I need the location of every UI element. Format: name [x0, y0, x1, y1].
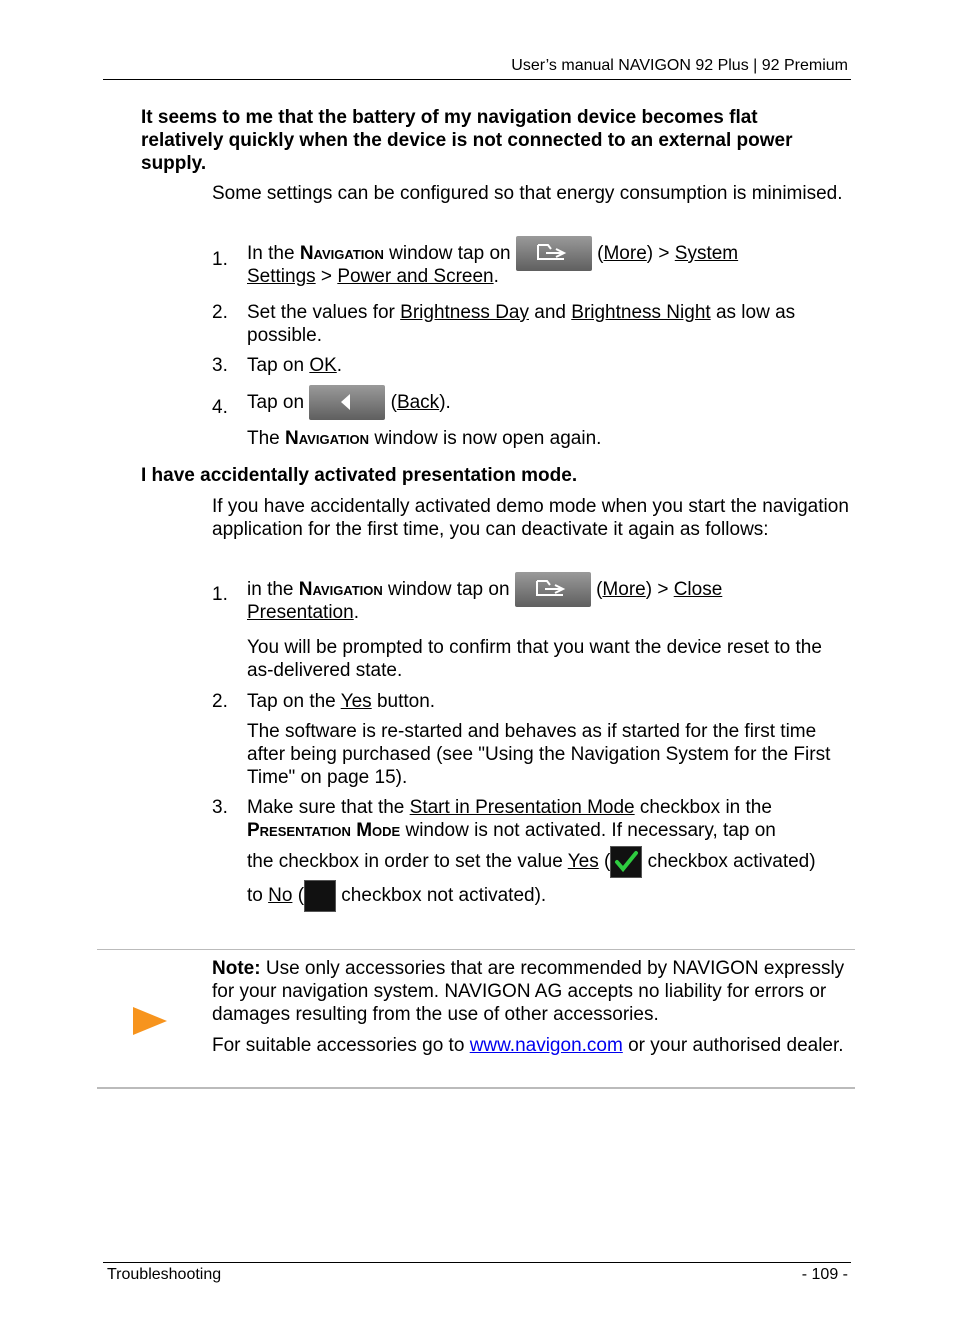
- header-rule: [103, 79, 851, 80]
- brightness-day-label: Brightness Day: [400, 302, 529, 323]
- step-number: 1.: [212, 584, 228, 605]
- step-text: .: [336, 355, 343, 376]
- step-text: .: [493, 266, 499, 287]
- step-text: (: [591, 243, 604, 264]
- note-text: [212, 957, 852, 1026]
- step-text: Make sure that the: [247, 797, 410, 818]
- step-2-brightness: [247, 301, 852, 347]
- yes-label: Yes: [340, 691, 372, 712]
- step-2-yes: [247, 690, 852, 713]
- close-link: Close: [673, 579, 723, 600]
- more-button-icon[interactable]: [515, 572, 591, 607]
- step-number: 3.: [212, 355, 228, 376]
- step-text: .: [353, 602, 359, 623]
- faq-question-battery: It seems to me that the battery of my navigation device becomes flat relatively quickly when the device is not connected to an external power supply.: [141, 107, 793, 174]
- no-label: No: [268, 885, 293, 906]
- note-body: Use only accessories that are recommended by NAVIGON expressly for your navigation system. NAVIGON AG accepts no liability for errors or damages resulting from the use of other accessories.: [212, 958, 845, 1025]
- step-text: (: [598, 851, 611, 872]
- step-text: as low as possible.: [247, 302, 796, 346]
- note-arrow-icon: [133, 1007, 167, 1041]
- navigon-website-link[interactable]: www.navigon.com: [469, 1035, 623, 1056]
- step-text: Set the values for: [247, 302, 401, 323]
- step-text: checkbox in the: [634, 797, 772, 818]
- step-result: [247, 427, 852, 450]
- step-text: to: [247, 885, 269, 906]
- step-text: window is not activated. If necessary, tap on: [400, 820, 776, 841]
- window-name: Navigation: [285, 428, 370, 449]
- step-number: 4.: [212, 397, 228, 418]
- faq-intro-presentation: If you have accidentally activated demo mode when you start the navigation application for the first time, you can deactivate it again as follows:: [212, 496, 849, 540]
- more-button-icon[interactable]: [516, 236, 592, 271]
- window-name: Navigation: [299, 243, 384, 264]
- step-text: checkbox not activated).: [336, 885, 547, 906]
- step-text: checkbox activated): [642, 851, 816, 872]
- more-link: More: [603, 243, 647, 264]
- step-text: (: [292, 885, 305, 906]
- more-link: More: [602, 579, 646, 600]
- checkbox-checked-icon[interactable]: [610, 846, 642, 878]
- note-rule: [97, 949, 855, 950]
- yes-label: Yes: [567, 851, 599, 872]
- back-button-icon[interactable]: [309, 385, 385, 420]
- step-text: the checkbox in order to set the value: [247, 851, 568, 872]
- step-number: 1.: [212, 249, 228, 270]
- step-text: ) >: [645, 579, 674, 600]
- window-name: Navigation: [298, 579, 383, 600]
- running-header: User’s manual NAVIGON 92 Plus | 92 Premium: [511, 57, 848, 74]
- step-text: and: [529, 302, 572, 323]
- note-link-post: or your authorised dealer.: [622, 1035, 844, 1056]
- note-link-pre: For suitable accessories go to: [212, 1035, 470, 1056]
- step-text: Tap on the: [247, 691, 341, 712]
- settings-link: Settings: [247, 266, 316, 287]
- step-text: >: [315, 266, 338, 287]
- step-text: (: [385, 392, 397, 413]
- step-text: ).: [439, 392, 451, 413]
- presentation-link: Presentation: [247, 602, 354, 623]
- checkbox-unchecked-icon[interactable]: [304, 880, 336, 912]
- faq-intro-battery: Some settings can be configured so that energy consumption is minimised.: [212, 183, 843, 204]
- step-text: window is now open again.: [369, 428, 602, 449]
- step-note: The software is re-started and behaves as if started for the first time after being purchased (see "Using the Navigation System for the First Time" on page 15).: [247, 721, 831, 788]
- brightness-night-label: Brightness Night: [571, 302, 711, 323]
- step-text: (: [590, 579, 603, 600]
- checkbox-name-label: Start in Presentation Mode: [409, 797, 635, 818]
- step-text: button.: [371, 691, 436, 712]
- step-text: in the: [247, 579, 299, 600]
- footer-section-name: Troubleshooting: [107, 1266, 222, 1283]
- step-3-ok: [247, 354, 852, 377]
- step-1-close-presentation: [247, 572, 852, 624]
- step-text: window tap on: [382, 579, 515, 600]
- back-link: Back: [396, 392, 440, 413]
- step-number: 2.: [212, 302, 228, 323]
- step-4-back: [247, 385, 852, 420]
- footer-rule: [103, 1262, 851, 1263]
- system-link: System: [674, 243, 739, 264]
- page-number: - 109 -: [801, 1266, 848, 1283]
- step-text: Tap on: [247, 392, 310, 413]
- step-note: You will be prompted to confirm that you want the device reset to the as-delivered state.: [247, 637, 822, 681]
- step-text: window tap on: [383, 243, 516, 264]
- ok-label: OK: [309, 355, 337, 376]
- step-text: The: [247, 428, 286, 449]
- step-text: Tap on: [247, 355, 310, 376]
- faq-question-presentation: I have accidentally activated presentation mode.: [141, 465, 578, 486]
- step-number: 3.: [212, 797, 228, 818]
- note-rule: [97, 1087, 855, 1089]
- power-screen-link: Power and Screen: [337, 266, 494, 287]
- step-3-checkbox: [247, 796, 852, 913]
- note-link-paragraph: [212, 1034, 852, 1057]
- window-name: Presentation Mode: [247, 820, 401, 841]
- note-label: Note:: [212, 958, 261, 979]
- step-1-more-settings: [247, 236, 852, 288]
- step-text: In the: [247, 243, 300, 264]
- step-text: ) >: [646, 243, 675, 264]
- step-number: 2.: [212, 691, 228, 712]
